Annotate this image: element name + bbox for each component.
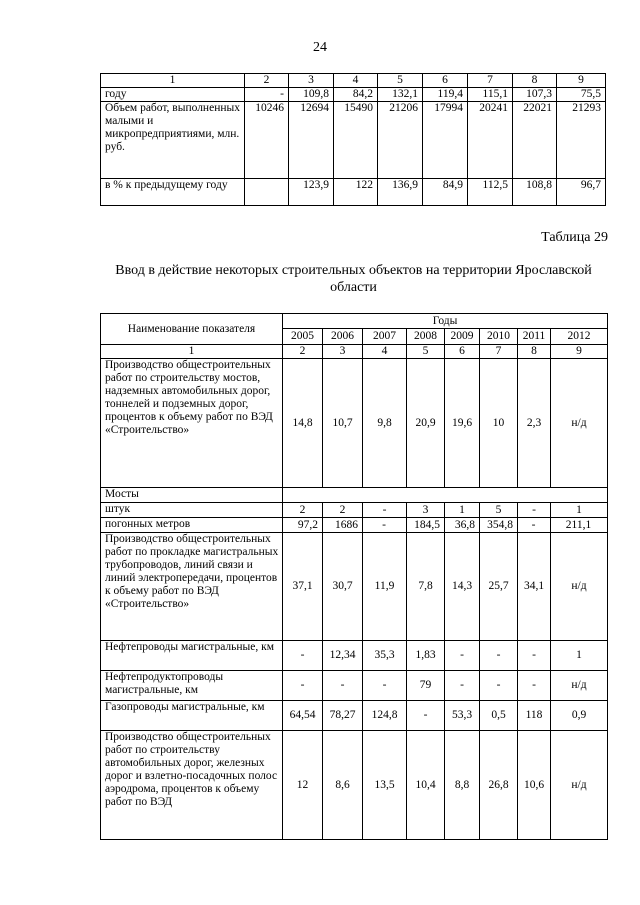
column-header-years: Годы xyxy=(283,314,608,329)
column-number-cell: 7 xyxy=(480,345,518,359)
value-cell: 184,5 xyxy=(407,518,445,533)
value-cell: 19,6 xyxy=(445,359,480,488)
year-header-cell: 2008 xyxy=(407,329,445,345)
row-label: Мосты xyxy=(101,488,283,503)
value-cell: 78,27 xyxy=(323,701,363,731)
value-cell: 112,5 xyxy=(468,179,513,206)
value-cell: 12694 xyxy=(289,102,334,179)
column-number-cell: 6 xyxy=(423,74,468,88)
value-cell: 1 xyxy=(445,503,480,518)
table-row xyxy=(101,102,606,179)
table-row xyxy=(101,671,608,701)
value-cell: - xyxy=(283,671,323,701)
value-cell xyxy=(245,179,289,206)
value-cell: 12,34 xyxy=(323,641,363,671)
column-number-cell: 9 xyxy=(557,74,606,88)
value-cell: 30,7 xyxy=(323,533,363,641)
value-cell: 11,9 xyxy=(363,533,407,641)
column-number-cell: 5 xyxy=(378,74,423,88)
value-cell: 53,3 xyxy=(445,701,480,731)
value-cell: 118 xyxy=(518,701,551,731)
table-row xyxy=(101,488,608,503)
value-cell: 8,6 xyxy=(323,731,363,840)
value-cell: 211,1 xyxy=(551,518,608,533)
value-cell: - xyxy=(363,671,407,701)
row-label: Нефтепроводы магистральные, км xyxy=(101,641,283,671)
value-cell: - xyxy=(283,641,323,671)
value-cell: 123,9 xyxy=(289,179,334,206)
table-row xyxy=(101,641,608,671)
value-cell: - xyxy=(363,518,407,533)
value-cell: н/д xyxy=(551,359,608,488)
column-header-name: Наименование показателя xyxy=(101,314,283,345)
value-cell: 22021 xyxy=(513,102,557,179)
value-cell: 7,8 xyxy=(407,533,445,641)
table-label: Таблица 29 xyxy=(541,230,608,245)
value-cell: 84,2 xyxy=(334,88,378,102)
value-cell: 108,8 xyxy=(513,179,557,206)
value-cell: 97,2 xyxy=(283,518,323,533)
value-cell: 37,1 xyxy=(283,533,323,641)
value-cell: 3 xyxy=(407,503,445,518)
value-cell: - xyxy=(323,671,363,701)
value-cell: 2 xyxy=(323,503,363,518)
table-row xyxy=(101,533,608,641)
year-header-cell: 2012 xyxy=(551,329,608,345)
table-row xyxy=(101,359,608,488)
value-cell: 79 xyxy=(407,671,445,701)
value-cell: 21293 xyxy=(557,102,606,179)
table-row xyxy=(101,179,606,206)
column-number-cell: 3 xyxy=(289,74,334,88)
table-row xyxy=(101,518,608,533)
table-row xyxy=(101,503,608,518)
year-header-cell: 2005 xyxy=(283,329,323,345)
row-label: штук xyxy=(101,503,283,518)
value-cell: 2 xyxy=(283,503,323,518)
table-header-row xyxy=(101,74,606,88)
column-number-cell: 6 xyxy=(445,345,480,359)
value-cell: 5 xyxy=(480,503,518,518)
row-label: Производство общестроительных работ по строительству автомобильных дорог, железных дорог и взлетно-посадочных полос аэродрома, процентов к объему работ по ВЭД xyxy=(101,731,283,840)
value-cell: 1,83 xyxy=(407,641,445,671)
row-label: Нефтепродуктопроводы магистральные, км xyxy=(101,671,283,701)
value-cell: 14,3 xyxy=(445,533,480,641)
value-cell: 10,4 xyxy=(407,731,445,840)
value-cell: 96,7 xyxy=(557,179,606,206)
value-cell: 35,3 xyxy=(363,641,407,671)
column-number-cell: 7 xyxy=(468,74,513,88)
value-cell: 1 xyxy=(551,641,608,671)
column-number-cell: 8 xyxy=(518,345,551,359)
value-cell: н/д xyxy=(551,533,608,641)
year-header-cell: 2011 xyxy=(518,329,551,345)
value-cell: 136,9 xyxy=(378,179,423,206)
value-cell: 26,8 xyxy=(480,731,518,840)
value-cell: - xyxy=(407,701,445,731)
value-cell: 10,7 xyxy=(323,359,363,488)
value-cell: - xyxy=(445,671,480,701)
value-cell: 0,9 xyxy=(551,701,608,731)
value-cell: 21206 xyxy=(378,102,423,179)
year-header-cell: 2007 xyxy=(363,329,407,345)
table-header-row xyxy=(101,314,608,329)
empty-cell xyxy=(283,488,608,503)
value-cell: 107,3 xyxy=(513,88,557,102)
table-row xyxy=(101,701,608,731)
table-continued xyxy=(100,73,606,206)
value-cell: 14,8 xyxy=(283,359,323,488)
value-cell: - xyxy=(480,641,518,671)
value-cell: 1686 xyxy=(323,518,363,533)
value-cell: 2,3 xyxy=(518,359,551,488)
row-label: Производство общестроительных работ по прокладке магистральных трубопроводов, линий связи и линий электропередачи, процентов к объему работ по ВЭД «Строительство» xyxy=(101,533,283,641)
table-row xyxy=(101,88,606,102)
value-cell: - xyxy=(480,671,518,701)
value-cell: 10246 xyxy=(245,102,289,179)
column-number-cell: 5 xyxy=(407,345,445,359)
construction-table xyxy=(100,313,608,840)
value-cell: 122 xyxy=(334,179,378,206)
value-cell: 9,8 xyxy=(363,359,407,488)
year-header-cell: 2009 xyxy=(445,329,480,345)
table-title: Ввод в действие некоторых строительных объектов на территории Ярославской области xyxy=(115,263,592,295)
column-number-cell: 9 xyxy=(551,345,608,359)
column-number-cell: 1 xyxy=(101,74,245,88)
value-cell: 10 xyxy=(480,359,518,488)
row-label: Объем работ, выполненных малыми и микропредприятиями, млн. руб. xyxy=(101,102,245,179)
value-cell: 36,8 xyxy=(445,518,480,533)
value-cell: 75,5 xyxy=(557,88,606,102)
row-label: в % к предыдущему году xyxy=(101,179,245,206)
column-number-cell: 2 xyxy=(245,74,289,88)
value-cell: 34,1 xyxy=(518,533,551,641)
value-cell: 13,5 xyxy=(363,731,407,840)
page-number: 24 xyxy=(313,40,327,55)
value-cell: - xyxy=(518,671,551,701)
column-number-cell: 1 xyxy=(101,345,283,359)
value-cell: 12 xyxy=(283,731,323,840)
table-row xyxy=(101,731,608,840)
value-cell: 109,8 xyxy=(289,88,334,102)
column-number-cell: 8 xyxy=(513,74,557,88)
value-cell: - xyxy=(363,503,407,518)
value-cell: н/д xyxy=(551,671,608,701)
value-cell: 1 xyxy=(551,503,608,518)
value-cell: 20,9 xyxy=(407,359,445,488)
year-header-cell: 2006 xyxy=(323,329,363,345)
year-header-cell: 2010 xyxy=(480,329,518,345)
column-number-row xyxy=(101,345,608,359)
value-cell: 84,9 xyxy=(423,179,468,206)
value-cell: 115,1 xyxy=(468,88,513,102)
value-cell: - xyxy=(245,88,289,102)
value-cell: 8,8 xyxy=(445,731,480,840)
value-cell: - xyxy=(445,641,480,671)
value-cell: 132,1 xyxy=(378,88,423,102)
value-cell: 119,4 xyxy=(423,88,468,102)
row-label: Производство общестроительных работ по строительству мостов, надземных автомобильных дорог, тоннелей и подземных дорог, процентов к объему работ по ВЭД «Строительство» xyxy=(101,359,283,488)
row-label: году xyxy=(101,88,245,102)
value-cell: 10,6 xyxy=(518,731,551,840)
row-label: Газопроводы магистральные, км xyxy=(101,701,283,731)
column-number-cell: 2 xyxy=(283,345,323,359)
value-cell: 17994 xyxy=(423,102,468,179)
value-cell: 20241 xyxy=(468,102,513,179)
row-label: погонных метров xyxy=(101,518,283,533)
column-number-cell: 4 xyxy=(334,74,378,88)
column-number-cell: 4 xyxy=(363,345,407,359)
value-cell: - xyxy=(518,518,551,533)
value-cell: 64,54 xyxy=(283,701,323,731)
value-cell: - xyxy=(518,503,551,518)
value-cell: - xyxy=(518,641,551,671)
value-cell: 15490 xyxy=(334,102,378,179)
value-cell: 25,7 xyxy=(480,533,518,641)
value-cell: н/д xyxy=(551,731,608,840)
value-cell: 0,5 xyxy=(480,701,518,731)
column-number-cell: 3 xyxy=(323,345,363,359)
value-cell: 124,8 xyxy=(363,701,407,731)
value-cell: 354,8 xyxy=(480,518,518,533)
